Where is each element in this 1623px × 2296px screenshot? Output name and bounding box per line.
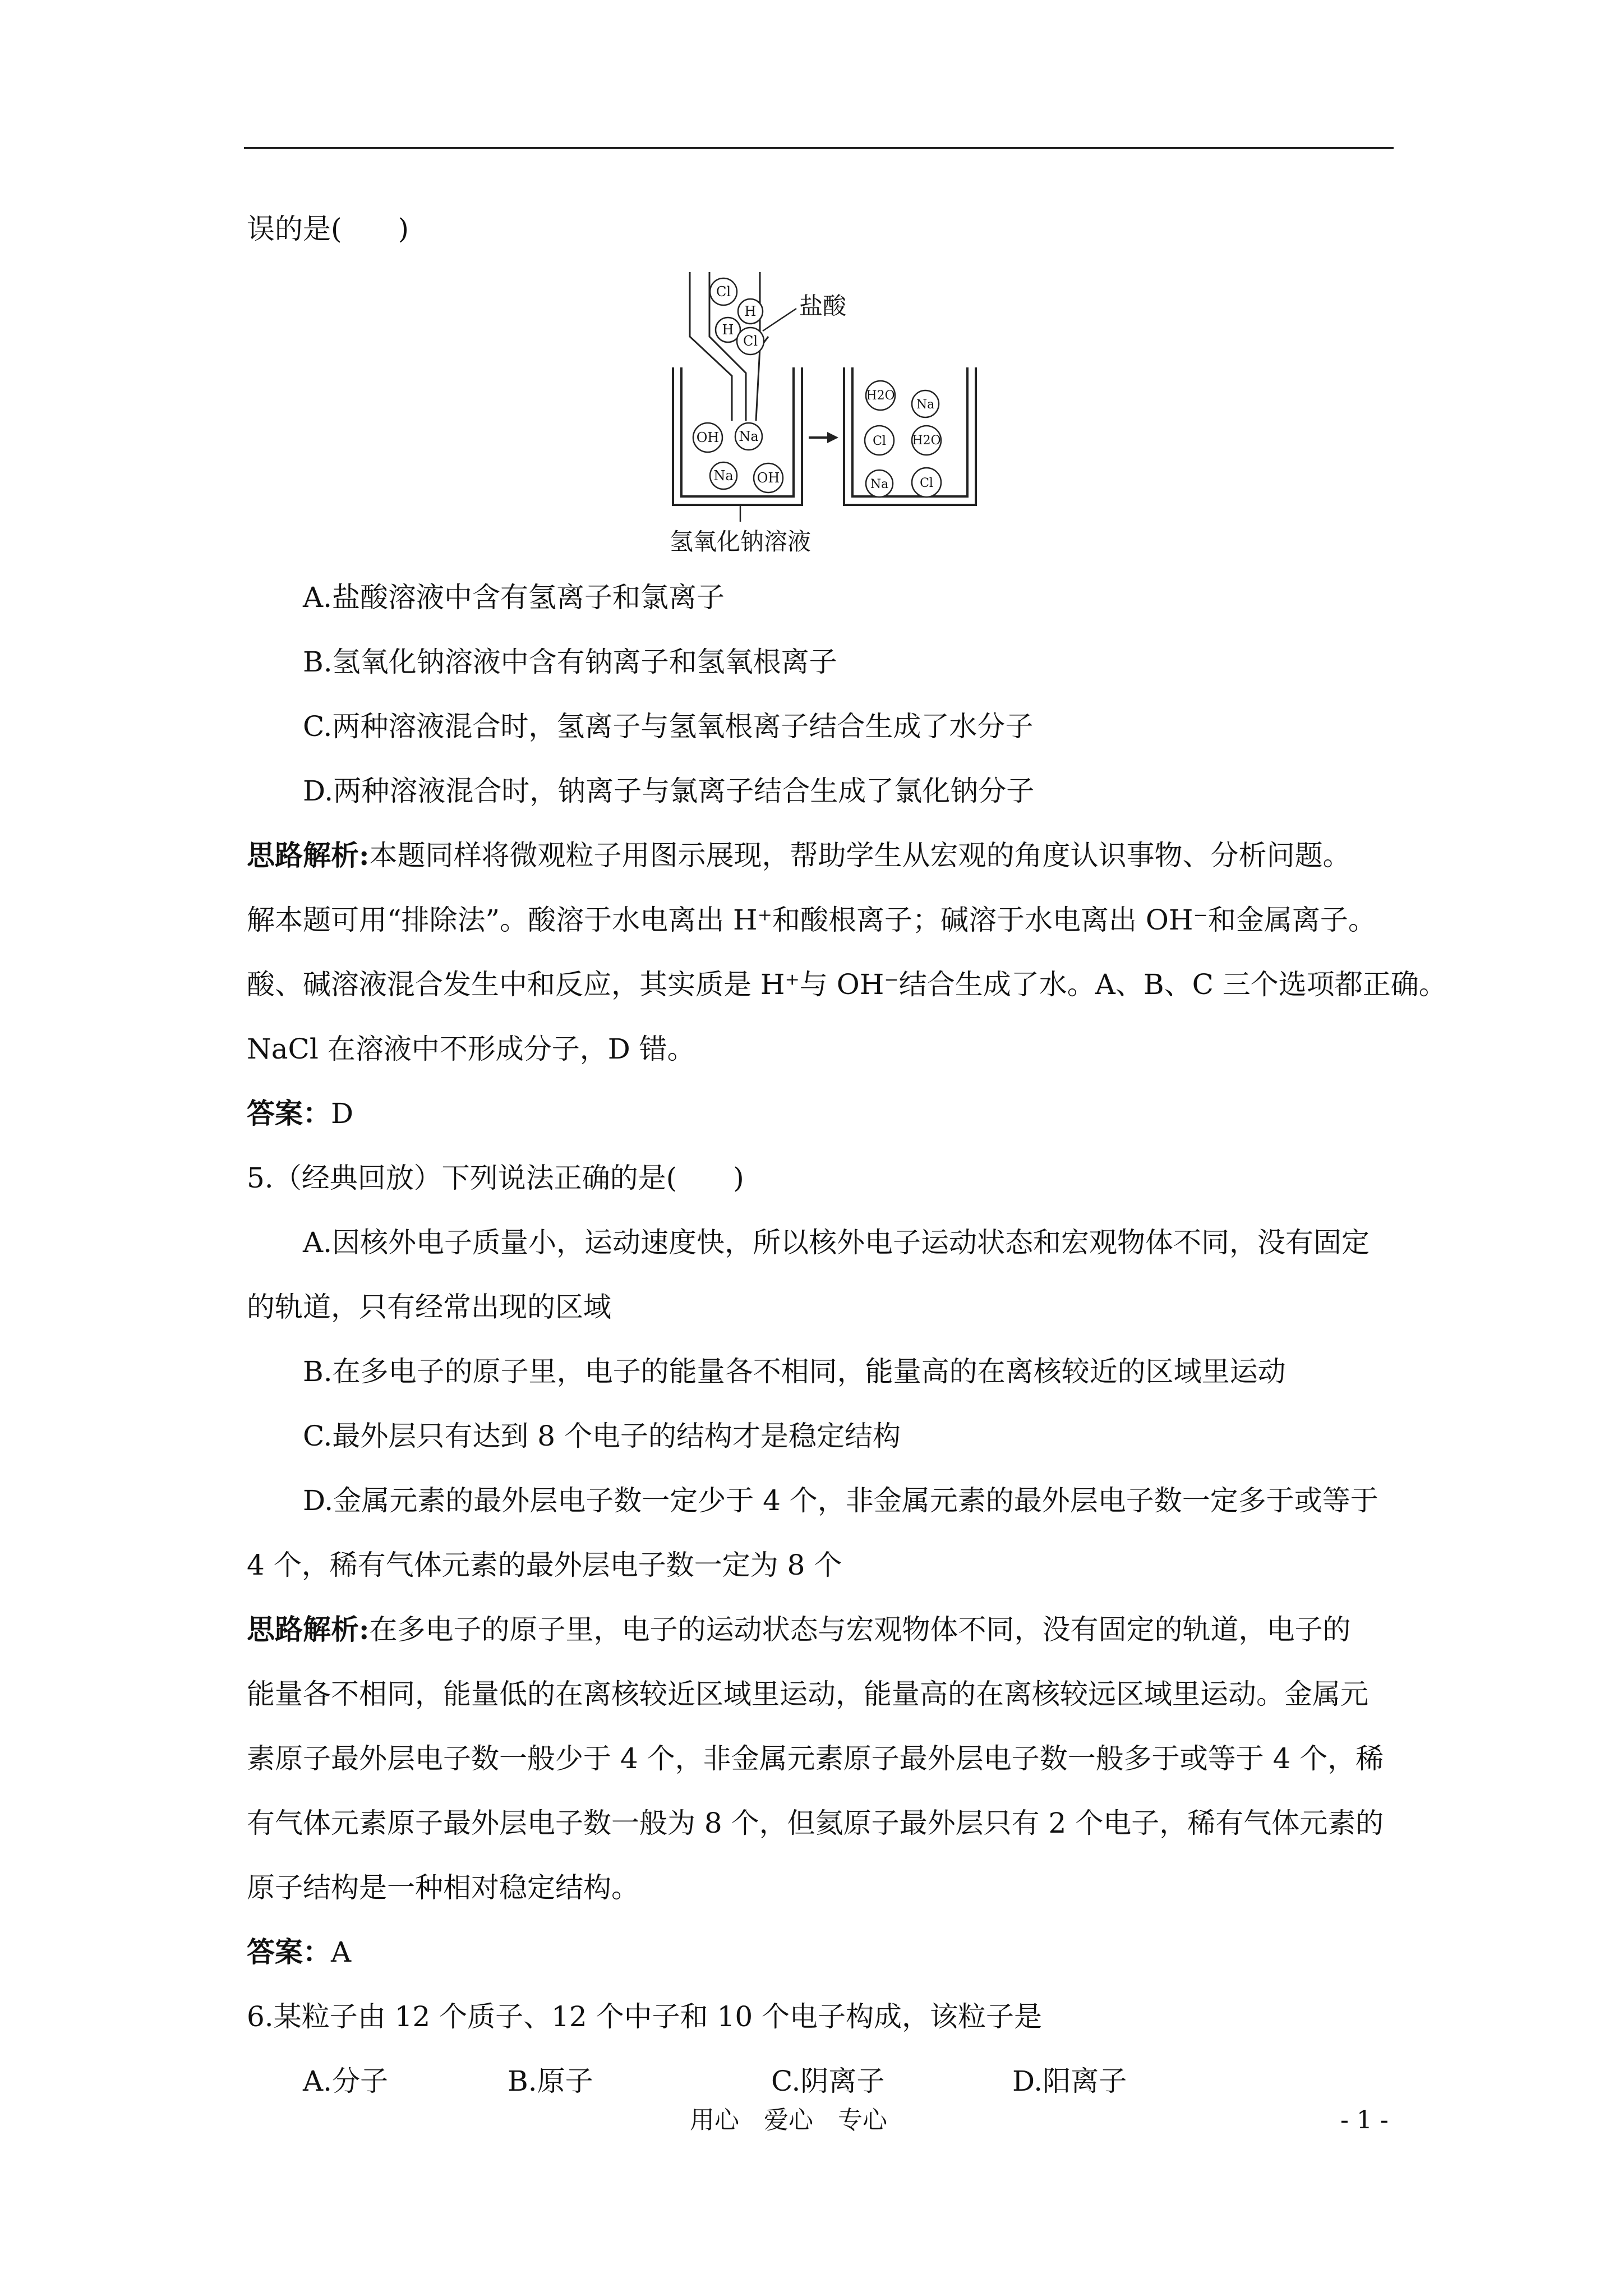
neutralization-diagram <box>656 269 993 561</box>
q4-analysis-line-2: 解本题可用“排除法”。酸溶于水电离出 H⁺和酸根离子；碱溶于水电离出 OH⁻和金属离子。 <box>247 904 1376 936</box>
q5-option-line-4: C.最外层只有达到 8 个电子的结构才是稳定结构 <box>303 1420 901 1452</box>
q5-answer-label: 答案： <box>247 1935 331 1968</box>
hcl-label: 盐酸 <box>799 292 847 320</box>
reaction-arrow <box>809 432 838 443</box>
mol-h2o-2: H2O <box>912 434 941 448</box>
q5-analysis-line-5: 原子结构是一种相对稳定结构。 <box>247 1871 639 1904</box>
q6-option-c: C.阴离子 <box>771 2065 885 2097</box>
q4-option-b: B.氢氧化钠溶液中含有钠离子和氢氧根离子 <box>303 646 837 678</box>
q6-option-b: B.原子 <box>508 2065 593 2097</box>
ion-cl-4: Cl <box>920 476 933 490</box>
ion-na-4: Na <box>870 477 889 491</box>
page-number: - 1 - <box>1340 2106 1389 2134</box>
q4-answer-label: 答案： <box>247 1097 331 1130</box>
q4-analysis-line-4: NaCl 在溶液中不形成分子，D 错。 <box>247 1033 695 1065</box>
q4-analysis-line-1: 思路解析:本题同样将微观粒子用图示展现，帮助学生从宏观的角度认识事物、分析问题。 <box>247 839 1351 872</box>
q4-option-d: D.两种溶液混合时，钠离子与氯离子结合生成了氯化钠分子 <box>303 775 1035 807</box>
question-5-stem: 5.（经典回放）下列说法正确的是( ) <box>247 1162 744 1194</box>
ion-na-1: Na <box>739 429 759 444</box>
naoh-label: 氢氧化钠溶液 <box>669 528 811 555</box>
header-rule <box>244 147 1394 149</box>
q5-option-line-3: B.在多电子的原子里，电子的能量各不相同，能量高的在离核较近的区域里运动 <box>303 1355 1286 1388</box>
q5-option-line-2: 的轨道，只有经常出现的区域 <box>247 1291 611 1323</box>
q5-analysis-line-3: 素原子最外层电子数一般少于 4 个，非金属元素原子最外层电子数一般多于或等于 4 个，稀 <box>247 1742 1384 1775</box>
ion-cl-1: Cl <box>716 284 731 300</box>
q5-answer <box>247 1935 351 1969</box>
q5-option-line-6: 4 个，稀有气体元素的最外层电子数一定为 8 个 <box>247 1549 842 1581</box>
ion-cl-3: Cl <box>873 434 886 448</box>
q4-analysis-label: 思路解析: <box>247 839 370 872</box>
q6-option-d: D.阳离子 <box>1012 2065 1127 2097</box>
q5-analysis-line-1: 思路解析:在多电子的原子里，电子的运动状态与宏观物体不同，没有固定的轨道，电子的 <box>247 1613 1351 1646</box>
ion-h-1: H <box>744 303 757 319</box>
q5-option-line-5: D.金属元素的最外层电子数一定少于 4 个，非金属元素的最外层电子数一定多于或等于 <box>303 1484 1378 1517</box>
ion-h-2: H <box>722 322 734 338</box>
ion-na-2: Na <box>713 468 734 484</box>
question-6-stem: 6.某粒子由 12 个质子、12 个中子和 10 个电子构成，该粒子是 <box>247 2000 1043 2033</box>
footer-motto: 用心 爱心 专心 <box>690 2106 887 2134</box>
question-4-stem-tail: 误的是( ) <box>247 213 409 245</box>
ion-oh-1: OH <box>696 430 720 445</box>
mol-h2o-1: H2O <box>866 389 895 403</box>
q6-option-a: A.分子 <box>303 2065 389 2097</box>
q5-answer-value: A <box>331 1936 352 1968</box>
q4-analysis-line-3: 酸、碱溶液混合发生中和反应，其实质是 H⁺与 OH⁻结合生成了水。A、B、C 三个选项都正确。 <box>247 968 1447 1001</box>
q5-option-line-1: A.因核外电子质量小，运动速度快，所以核外电子运动状态和宏观物体不同，没有固定 <box>303 1226 1370 1259</box>
ion-oh-2: OH <box>757 470 780 486</box>
q4-answer <box>247 1097 353 1130</box>
q4-option-c: C.两种溶液混合时，氢离子与氢氧根离子结合生成了水分子 <box>303 710 1034 743</box>
q4-answer-value: D <box>331 1097 354 1130</box>
label-leader-line <box>763 309 796 331</box>
ion-cl-2: Cl <box>743 333 758 349</box>
beaker-right <box>844 367 976 505</box>
ion-na-3: Na <box>916 398 935 412</box>
q5-analysis-line-2: 能量各不相同，能量低的在离核较近区域里运动，能量高的在离核较远区域里运动。金属元 <box>247 1678 1368 1710</box>
q5-analysis-line-4: 有气体元素原子最外层电子数一般为 8 个，但氦原子最外层只有 2 个电子，稀有气体元素的 <box>247 1807 1384 1839</box>
q5-analysis-label: 思路解析: <box>247 1613 370 1646</box>
q4-option-a: A.盐酸溶液中含有氢离子和氯离子 <box>303 581 725 614</box>
